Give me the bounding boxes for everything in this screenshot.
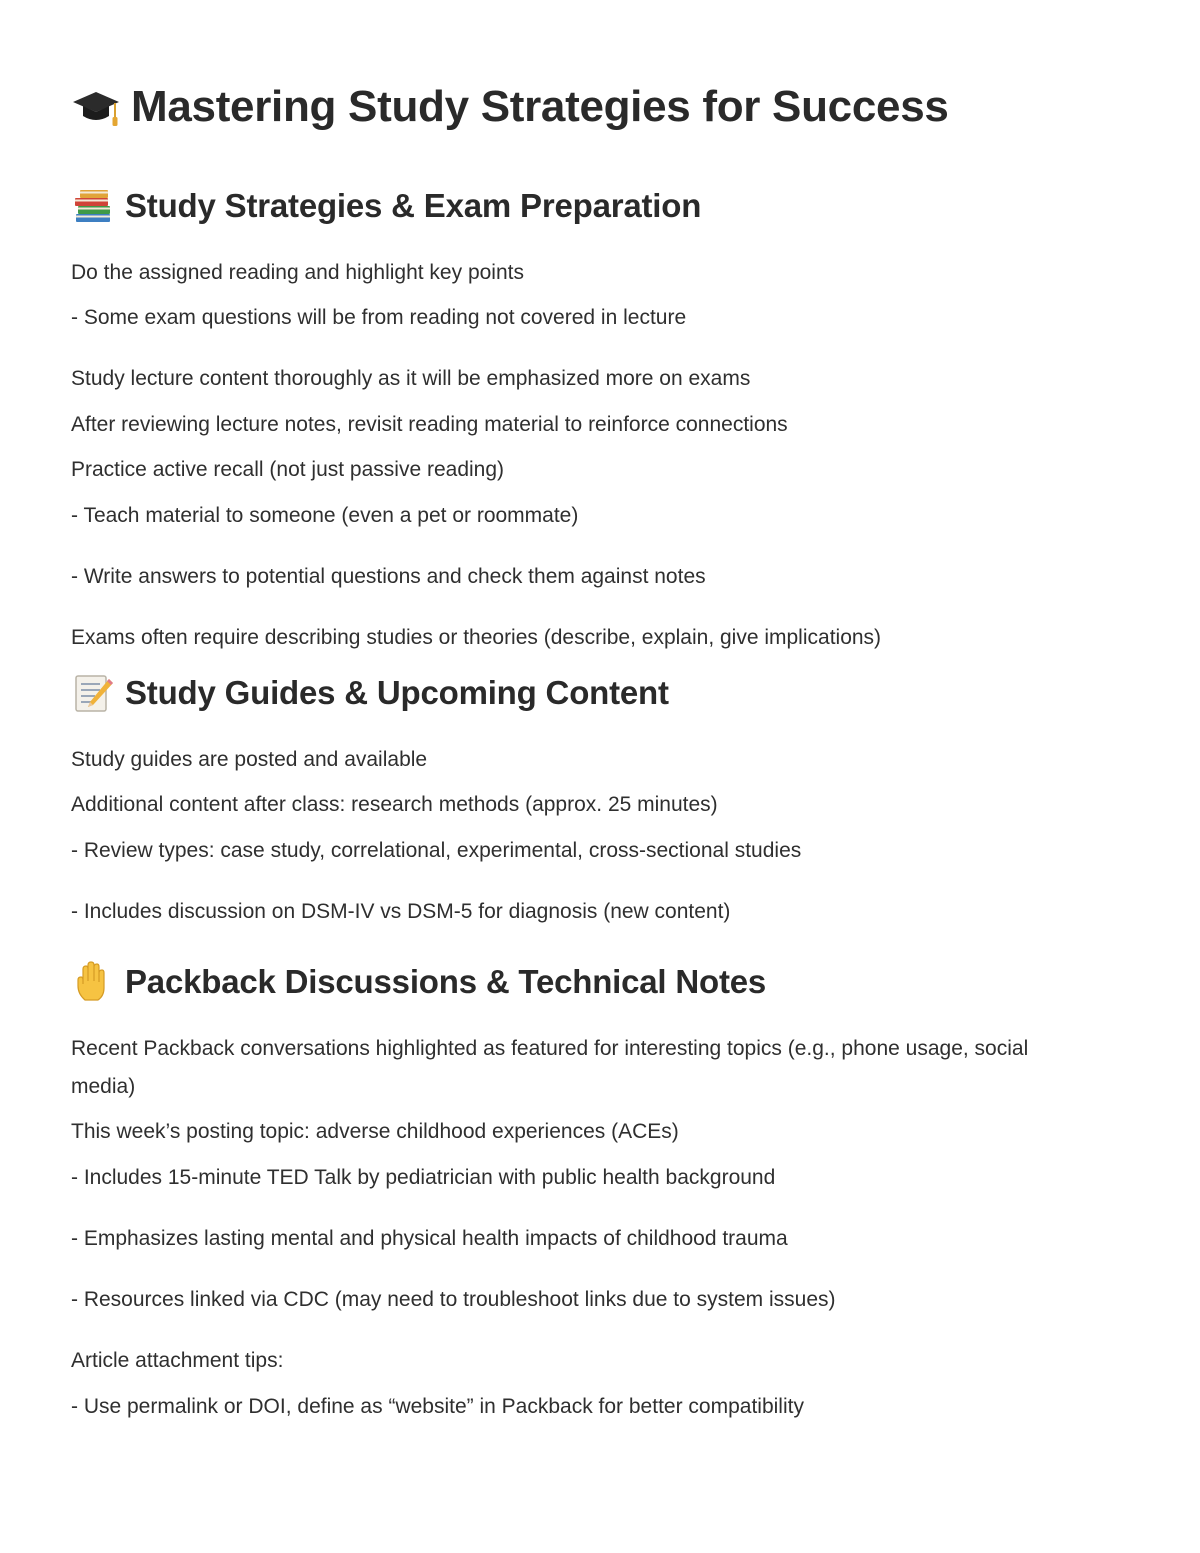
books-icon [71,184,115,228]
paragraph: Exams often require describing studies or theories (describe, explain, give implications) [71,626,882,649]
section-heading-text: Study Guides & Upcoming Content [125,674,669,711]
page-title [71,82,949,132]
section-heading-packback [71,960,766,1004]
memo-icon [71,671,115,715]
paragraph: - Write answers to potential questions and check them against notes [71,565,706,588]
paragraph: This week’s posting topic: adverse childhood experiences (ACEs) [71,1120,679,1143]
paragraph: - Review types: case study, correlational, experimental, cross-sectional studies [71,839,802,862]
paragraph: Additional content after class: research methods (approx. 25 minutes) [71,793,718,816]
paragraph: Article attachment tips: [71,1349,284,1372]
paragraph: - Emphasizes lasting mental and physical health impacts of childhood trauma [71,1227,788,1250]
section-heading-study-strategies [71,184,701,228]
section-heading-text: Packback Discussions & Technical Notes [125,963,767,1000]
paragraph: - Use permalink or DOI, define as “website” in Packback for better compatibility [71,1395,804,1418]
paragraph: - Some exam questions will be from reading not covered in lecture [71,306,687,329]
paragraph: - Teach material to someone (even a pet or roommate) [71,504,579,527]
paragraph: Practice active recall (not just passive reading) [71,458,505,481]
section-heading-text: Study Strategies & Exam Preparation [125,187,702,224]
paragraph: Study lecture content thoroughly as it will be emphasized more on exams [71,367,751,390]
paragraph: - Resources linked via CDC (may need to troubleshoot links due to system issues) [71,1288,836,1311]
paragraph: Study guides are posted and available [71,748,428,771]
graduation-cap-icon [71,82,121,132]
section-heading-study-guides [71,671,669,715]
paragraph: Do the assigned reading and highlight key points [71,261,524,284]
paragraph: Recent Packback conversations highlighted as featured for interesting topics (e.g., phone usage, social media) [71,1037,1029,1098]
paragraph: - Includes discussion on DSM-IV vs DSM-5 for diagnosis (new content) [71,900,731,923]
raised-hand-icon [71,960,115,1004]
paragraph: - Includes 15-minute TED Talk by pediatrician with public health background [71,1166,776,1189]
page-title-text: Mastering Study Strategies for Success [131,82,949,131]
paragraph: After reviewing lecture notes, revisit reading material to reinforce connections [71,413,788,436]
